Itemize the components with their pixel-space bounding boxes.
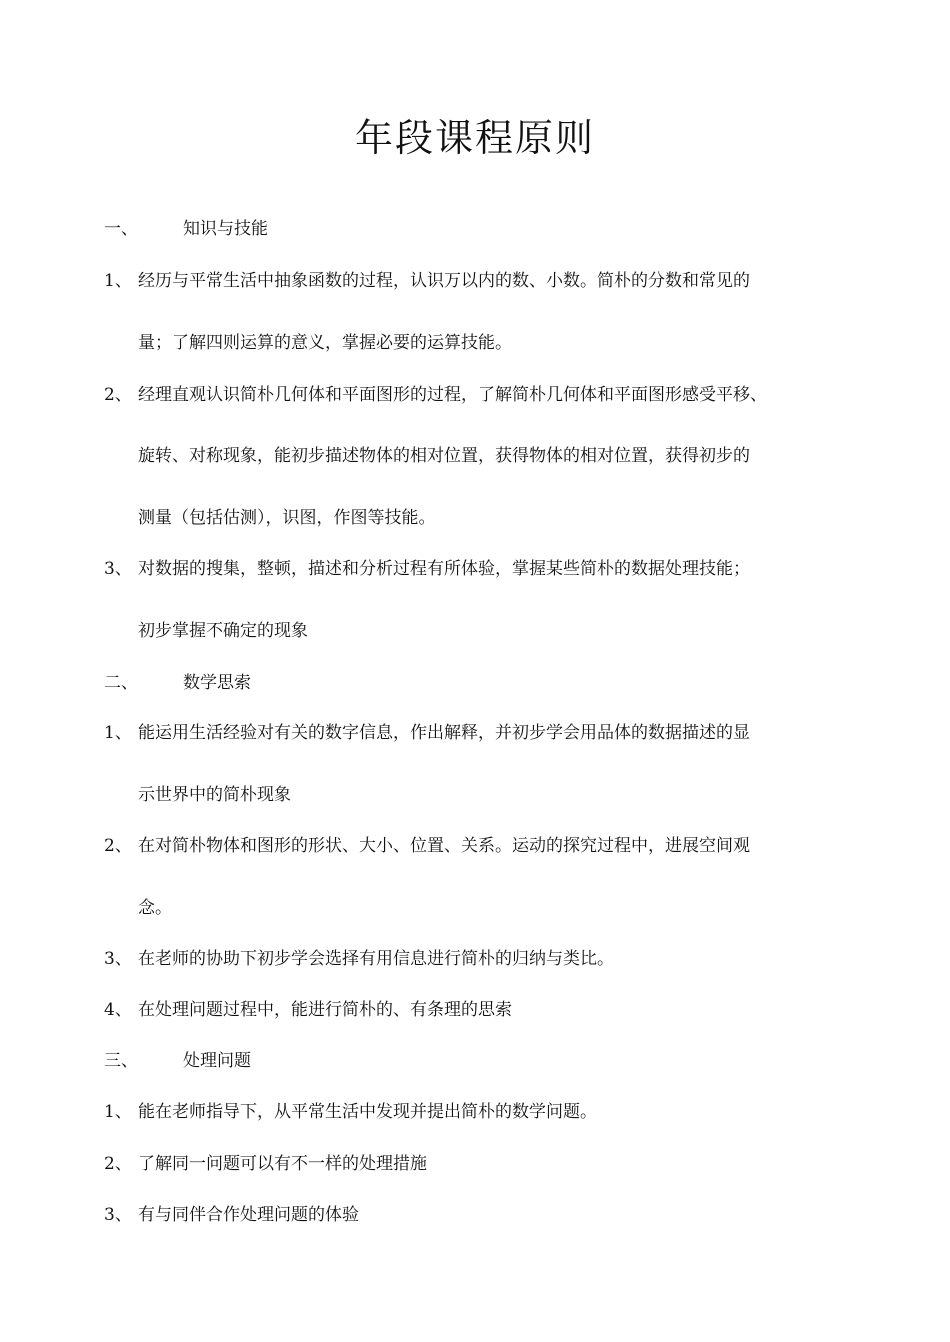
item-text: 示世界中的简朴现象 xyxy=(138,785,291,805)
item-text: 旋转、对称现象，能初步描述物体的相对位置，获得物体的相对位置，获得初步的 xyxy=(138,446,750,466)
item-text: 初步掌握不确定的现象 xyxy=(138,621,308,641)
section-title: 处理问题 xyxy=(183,1051,251,1071)
item-text: 有与同伴合作处理问题的体验 xyxy=(138,1205,359,1225)
item-number: 4、 xyxy=(104,1000,132,1020)
item-number: 2、 xyxy=(104,385,132,405)
section-title: 数学思索 xyxy=(183,673,251,693)
item-text: 经理直观认识简朴几何体和平面图形的过程，了解简朴几何体和平面图形感受平移、 xyxy=(138,385,767,405)
item-number: 3、 xyxy=(104,1205,132,1225)
item-number: 3、 xyxy=(104,559,132,579)
item-text: 了解同一问题可以有不一样的处理措施 xyxy=(138,1154,427,1174)
item-text: 念。 xyxy=(138,898,172,918)
item-number: 1、 xyxy=(104,723,132,743)
item-text: 能运用生活经验对有关的数字信息，作出解释，并初步学会用品体的数据描述的显 xyxy=(138,723,750,743)
section-number: 三、 xyxy=(104,1051,138,1071)
document-title: 年段课程原则 xyxy=(354,116,595,160)
item-text: 经历与平常生活中抽象函数的过程，认识万以内的数、小数。简朴的分数和常见的 xyxy=(138,271,750,291)
item-number: 1、 xyxy=(104,271,132,291)
section-number: 一、 xyxy=(104,219,138,239)
item-text: 对数据的搜集，整顿，描述和分析过程有所体验，掌握某些简朴的数据处理技能； xyxy=(138,559,750,579)
item-number: 2、 xyxy=(104,836,132,856)
item-text: 量；了解四则运算的意义，掌握必要的运算技能。 xyxy=(138,333,512,353)
item-text: 测量（包括估测），识图，作图等技能。 xyxy=(138,508,436,528)
item-text: 在老师的协助下初步学会选择有用信息进行简朴的归纳与类比。 xyxy=(138,949,614,969)
item-text: 在对简朴物体和图形的形状、大小、位置、关系。运动的探究过程中，进展空间观 xyxy=(138,836,750,856)
item-number: 1、 xyxy=(104,1102,132,1122)
item-number: 3、 xyxy=(104,949,132,969)
section-title: 知识与技能 xyxy=(183,219,268,239)
item-text: 能在老师指导下，从平常生活中发现并提出简朴的数学问题。 xyxy=(138,1102,597,1122)
item-text: 在处理问题过程中，能进行简朴的、有条理的思索 xyxy=(138,1000,512,1020)
section-number: 二、 xyxy=(104,673,138,693)
item-number: 2、 xyxy=(104,1154,132,1174)
